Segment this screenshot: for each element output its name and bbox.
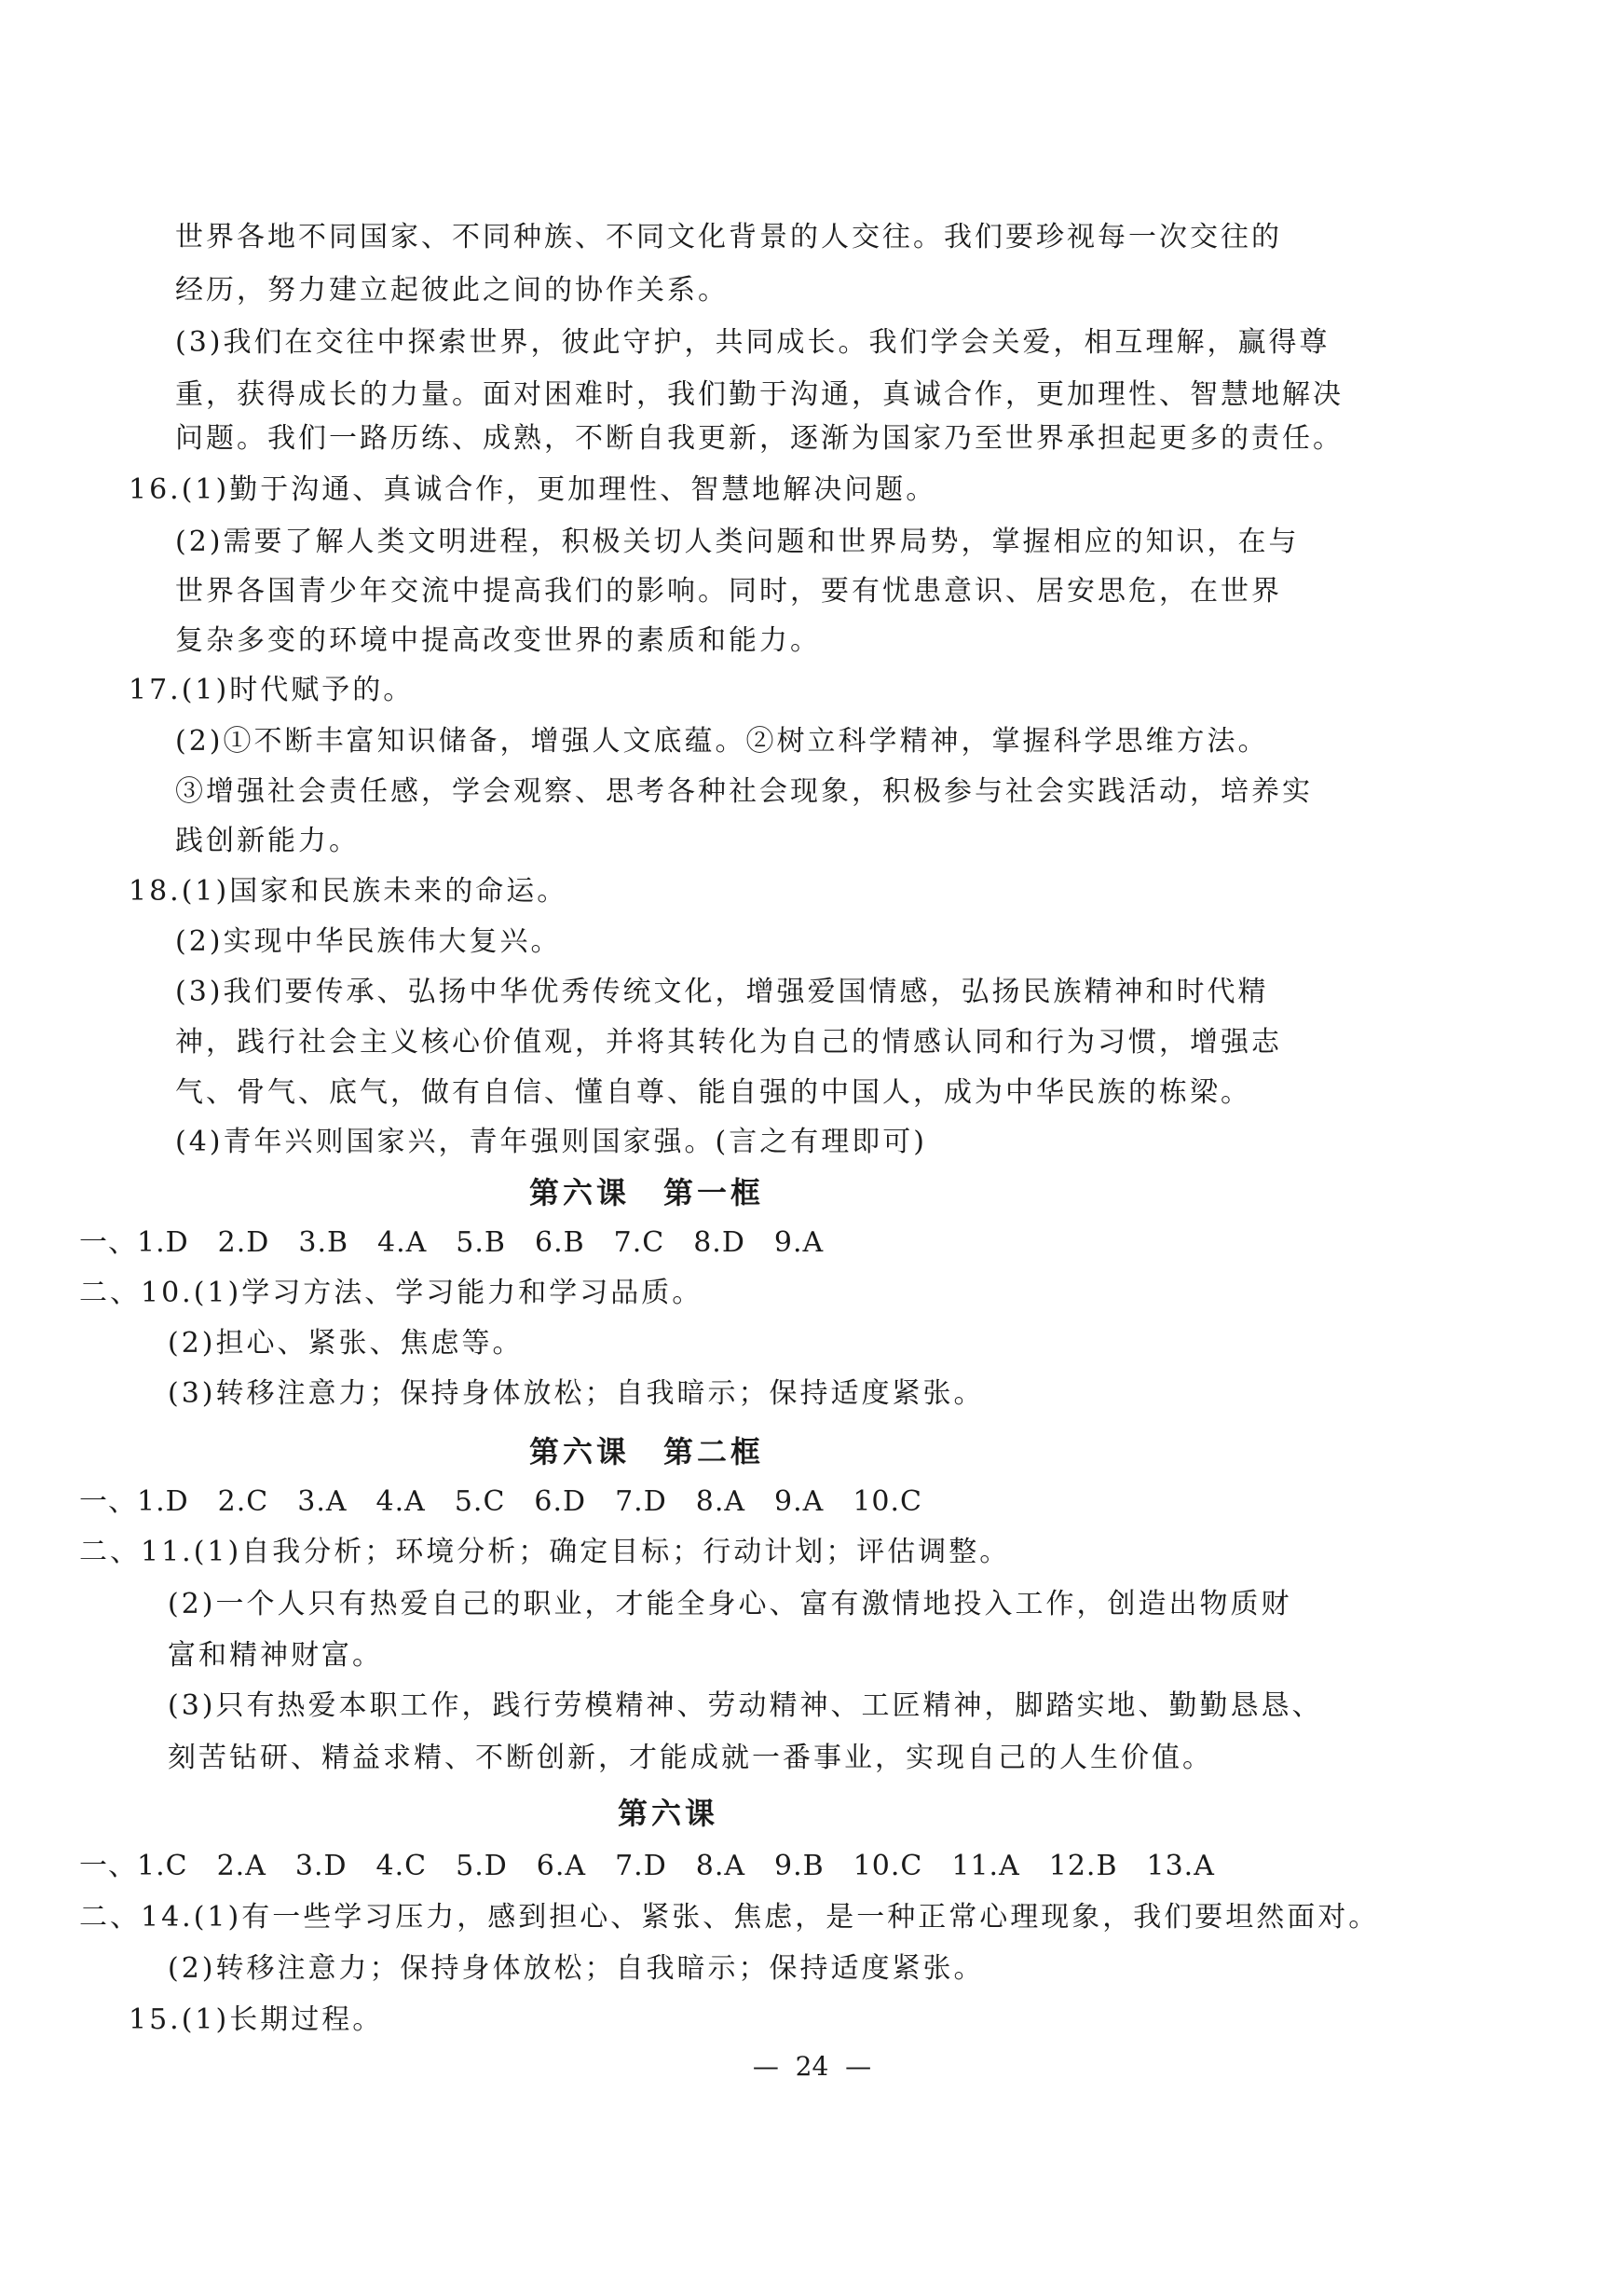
question-17-part-1: 17.(1)时代赋予的。 <box>129 674 415 706</box>
text-line: (3)转移注意力；保持身体放松；自我暗示；保持适度紧张。 <box>168 1377 985 1410</box>
text-line: (2)实现中华民族伟大复兴。 <box>175 925 562 958</box>
section-heading: 第六课 第一框 <box>529 1175 765 1210</box>
text-line: (2)①不断丰富知识储备，增强人文底蕴。②树立科学精神，掌握科学思维方法。 <box>175 725 1269 758</box>
text-line: 气、骨气、底气，做有自信、懂自尊、能自强的中国人，成为中华民族的栋梁。 <box>175 1076 1251 1109</box>
multiple-choice-answers: 一、1.D 2.D 3.B 4.A 5.B 6.B 7.C 8.D 9.A <box>79 1226 825 1259</box>
text-line: 重，获得成长的力量。面对困难时，我们勤于沟通，真诚合作，更加理性、智慧地解决 <box>175 378 1344 411</box>
text-line: 问题。我们一路历练、成熟，不断自我更新，逐渐为国家乃至世界承担起更多的责任。 <box>175 422 1344 455</box>
text-line: ③增强社会责任感，学会观察、思考各种社会现象，积极参与社会实践活动，培养实 <box>175 775 1313 808</box>
text-line: 复杂多变的环境中提高改变世界的素质和能力。 <box>175 624 821 657</box>
text-line: (3)我们在交往中探索世界，彼此守护，共同成长。我们学会关爱，相互理解，赢得尊 <box>175 326 1331 359</box>
text-line: (4)青年兴则国家兴，青年强则国家强。(言之有理即可) <box>175 1126 927 1158</box>
text-line: 践创新能力。 <box>175 825 360 857</box>
section-heading: 第六课 <box>618 1796 719 1831</box>
text-line: (3)我们要传承、弘扬中华优秀传统文化，增强爱国情感，弘扬民族精神和时代精 <box>175 976 1269 1008</box>
question-14-part-1: 二、14.(1)有一些学习压力，感到担心、紧张、焦虑，是一种正常心理现象，我们要坦然面对。 <box>79 1901 1380 1934</box>
page-number: — 24 — <box>752 2051 872 2082</box>
text-line: 富和精神财富。 <box>168 1639 383 1672</box>
text-line: 刻苦钻研、精益求精、不断创新，才能成就一番事业，实现自己的人生价值。 <box>168 1742 1213 1774</box>
multiple-choice-answers: 一、1.C 2.A 3.D 4.C 5.D 6.A 7.D 8.A 9.B 10.C 11.A 12.B 13.A <box>79 1850 1215 1882</box>
question-11-part-1: 二、11.(1)自我分析；环境分析；确定目标；行动计划；评估调整。 <box>79 1536 1011 1568</box>
text-line: (2)转移注意力；保持身体放松；自我暗示；保持适度紧张。 <box>168 1952 985 1985</box>
text-line: (2)担心、紧张、焦虑等。 <box>168 1327 524 1360</box>
question-15-part-1: 15.(1)长期过程。 <box>129 2003 384 2036</box>
text-line: (2)一个人只有热爱自己的职业，才能全身心、富有激情地投入工作，创造出物质财 <box>168 1588 1292 1620</box>
question-10-part-1: 二、10.(1)学习方法、学习能力和学习品质。 <box>79 1277 703 1309</box>
text-line: (3)只有热爱本职工作，践行劳模精神、劳动精神、工匠精神，脚踏实地、勤勤恳恳、 <box>168 1689 1323 1722</box>
section-heading: 第六课 第二框 <box>529 1434 765 1469</box>
multiple-choice-answers: 一、1.D 2.C 3.A 4.A 5.C 6.D 7.D 8.A 9.A 10.C <box>79 1485 922 1518</box>
question-18-part-1: 18.(1)国家和民族未来的命运。 <box>129 875 568 908</box>
text-line: (2)需要了解人类文明进程，积极关切人类问题和世界局势，掌握相应的知识，在与 <box>175 526 1300 558</box>
text-line: 经历，努力建立起彼此之间的协作关系。 <box>175 274 729 307</box>
text-line: 神，践行社会主义核心价值观，并将其转化为自己的情感认同和行为习惯，增强志 <box>175 1026 1282 1059</box>
question-16-part-1: 16.(1)勤于沟通、真诚合作，更加理性、智慧地解决问题。 <box>129 473 937 506</box>
text-line: 世界各地不同国家、不同种族、不同文化背景的人交往。我们要珍视每一次交往的 <box>175 221 1282 253</box>
text-line: 世界各国青少年交流中提高我们的影响。同时，要有忧患意识、居安思危，在世界 <box>175 575 1282 608</box>
